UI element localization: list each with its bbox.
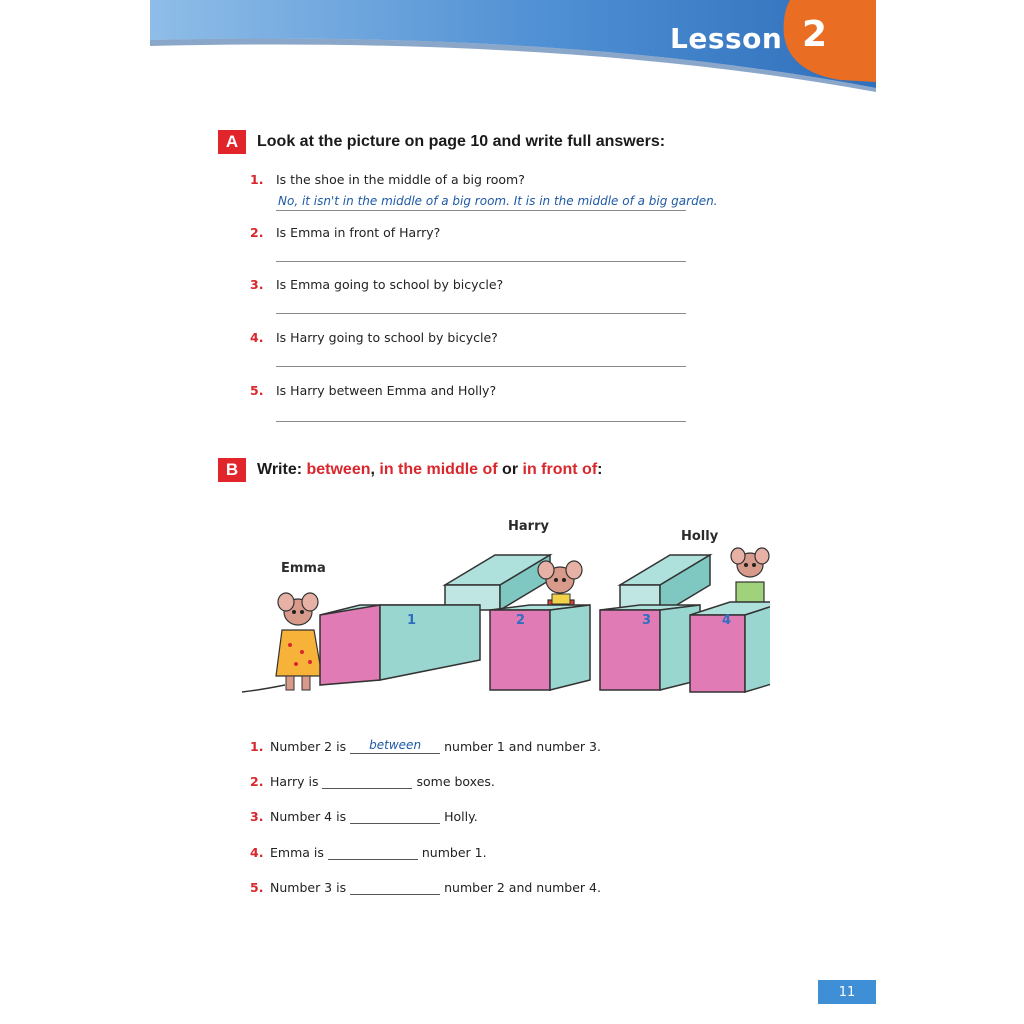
answer-1-line[interactable]	[276, 210, 686, 211]
sentence-2	[250, 772, 495, 789]
box-2	[490, 605, 590, 690]
box-4-number: 4	[722, 613, 732, 628]
sentence-2-blank[interactable]	[322, 772, 412, 789]
sentence-number: 4.	[250, 845, 264, 860]
answer-5-line[interactable]	[276, 421, 686, 422]
question-text: Is Harry going to school by bicycle?	[276, 330, 498, 345]
boxes-illustration	[230, 540, 770, 710]
question-number: 5.	[250, 383, 264, 398]
sentence-after: number 2 and number 4.	[444, 880, 601, 895]
sentence-1	[250, 737, 601, 754]
question-2	[250, 225, 440, 240]
question-4	[250, 330, 498, 345]
section-a-instruction: Look at the picture on page 10 and write full answers:	[257, 133, 666, 150]
answer-3-line[interactable]	[276, 313, 686, 314]
sentence-5-blank[interactable]	[350, 878, 440, 895]
instruction-prefix: Write:	[257, 461, 307, 478]
sentence-number: 2.	[250, 774, 264, 789]
label-emma: Emma	[281, 561, 326, 576]
workbook-page	[150, 0, 876, 1024]
keyword-in-front-of: in front of	[522, 461, 598, 478]
section-b-badge: B	[218, 458, 246, 482]
page-number: 11	[818, 980, 876, 1004]
sentence-number: 5.	[250, 880, 264, 895]
sentence-3-blank[interactable]	[350, 807, 440, 824]
section-a-badge: A	[218, 130, 246, 154]
lesson-banner	[150, 0, 876, 110]
sentence-before: Number 3 is	[270, 880, 347, 895]
question-text: Is the shoe in the middle of a big room?	[276, 172, 525, 187]
question-3	[250, 277, 503, 292]
question-number: 2.	[250, 225, 264, 240]
banner-graphic	[150, 0, 876, 110]
sentence-after: some boxes.	[416, 774, 495, 789]
lesson-number: 2	[802, 14, 828, 55]
sentence-before: Emma is	[270, 845, 324, 860]
separator: ,	[370, 461, 380, 478]
sentence-before: Number 4 is	[270, 809, 347, 824]
box-1-number: 1	[407, 613, 417, 628]
separator: or	[497, 461, 523, 478]
sentence-number: 1.	[250, 739, 264, 754]
answer-1-text: No, it isn't in the middle of a big room. It is in the middle of a big garden.	[278, 194, 718, 208]
answer-2-line[interactable]	[276, 261, 686, 262]
lesson-label: Lesson	[670, 22, 783, 55]
sentence-1-blank[interactable]	[350, 737, 440, 754]
question-5	[250, 383, 496, 398]
keyword-between: between	[306, 461, 371, 478]
question-text: Is Emma in front of Harry?	[276, 225, 441, 240]
keyword-in-the-middle-of: in the middle of	[379, 461, 498, 478]
section-b-heading	[218, 458, 602, 482]
sentence-3	[250, 807, 478, 824]
question-1	[250, 172, 525, 187]
question-text: Is Emma going to school by bicycle?	[276, 277, 504, 292]
sentence-before: Number 2 is	[270, 739, 347, 754]
answer-4-line[interactable]	[276, 366, 686, 367]
sentence-1-answer: between	[369, 738, 422, 752]
sentence-after: Holly.	[444, 809, 478, 824]
question-number: 3.	[250, 277, 264, 292]
box-3-number: 3	[642, 613, 652, 628]
question-number: 1.	[250, 172, 264, 187]
sentence-5	[250, 878, 601, 895]
box-2-number: 2	[516, 613, 526, 628]
section-b-instruction	[257, 461, 602, 479]
label-holly: Holly	[681, 529, 719, 544]
sentence-number: 3.	[250, 809, 264, 824]
sentence-4	[250, 843, 487, 860]
colon: :	[597, 461, 603, 478]
back-box-left	[445, 555, 550, 610]
section-a-heading	[218, 130, 665, 154]
sentence-before: Harry is	[270, 774, 319, 789]
question-text: Is Harry between Emma and Holly?	[276, 383, 497, 398]
label-harry: Harry	[508, 519, 549, 534]
box-1	[320, 605, 480, 685]
question-number: 4.	[250, 330, 264, 345]
sentence-after: number 1 and number 3.	[444, 739, 601, 754]
sentence-after: number 1.	[421, 845, 487, 860]
emma-mouse	[242, 593, 322, 692]
sentence-4-blank[interactable]	[328, 843, 418, 860]
